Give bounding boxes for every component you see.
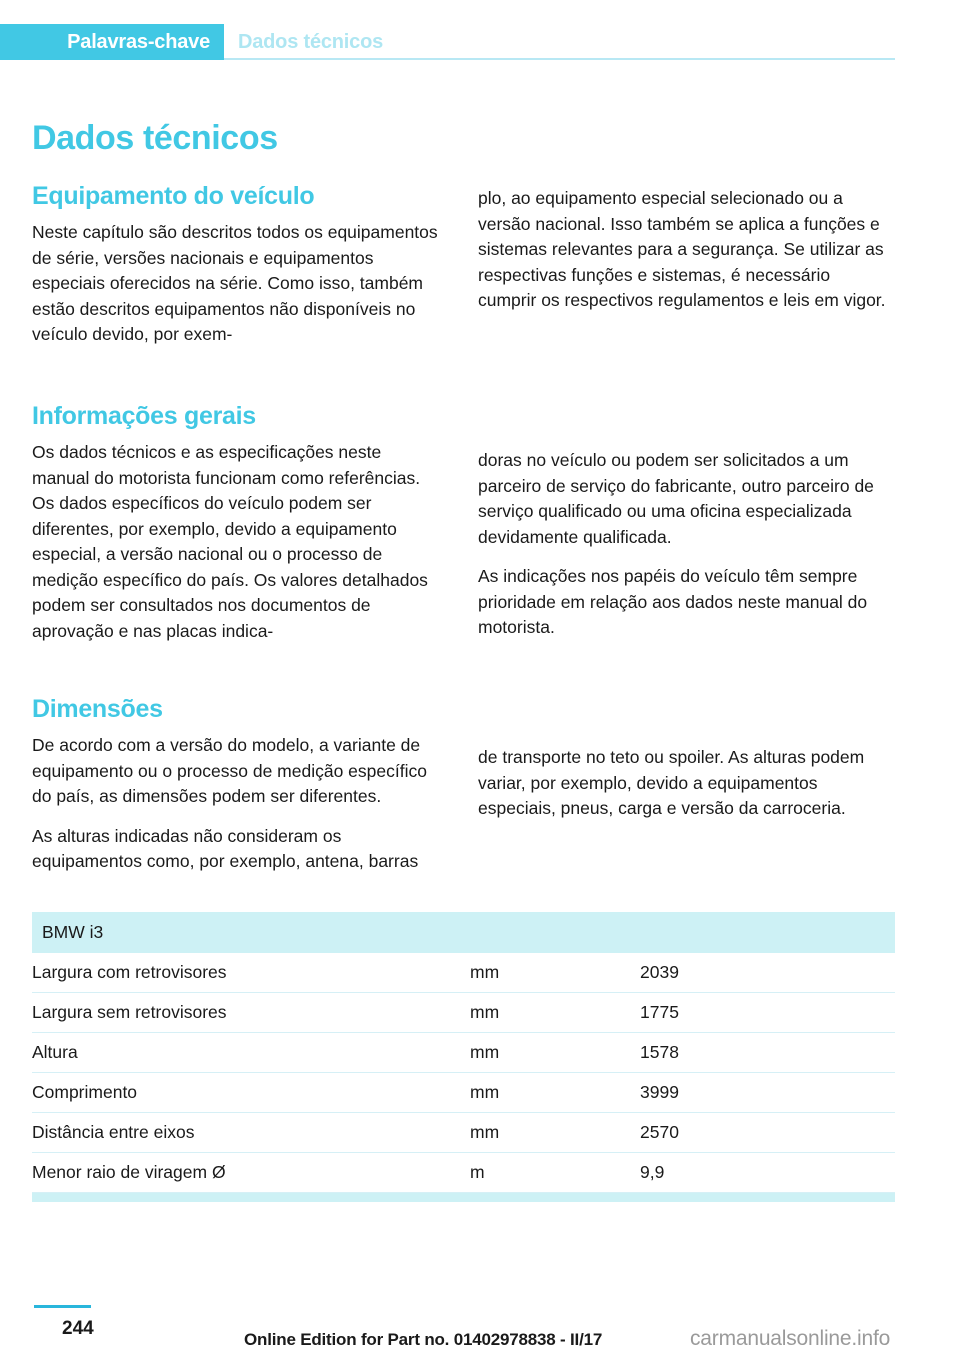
spec-row-unit: mm xyxy=(470,1082,500,1102)
spec-row-value: 2570 xyxy=(640,1122,679,1142)
spec-row-unit: m xyxy=(470,1162,485,1182)
edition-note: Online Edition for Part no. 01402978838 - II/17 xyxy=(244,1330,603,1349)
watermark: carmanualsonline.info xyxy=(690,1327,891,1350)
spec-row-unit: mm xyxy=(470,1122,500,1142)
spec-row-value: 1775 xyxy=(640,1002,679,1022)
tab-palavras-chave-label: Palavras-chave xyxy=(67,30,210,53)
spec-row-name: Comprimento xyxy=(32,1082,138,1102)
header-divider xyxy=(224,58,895,60)
section-informacoes-left xyxy=(32,402,440,644)
spec-row-value: 1578 xyxy=(640,1042,679,1062)
spec-row-name: Largura sem retrovisores xyxy=(32,1002,227,1022)
spec-row-name: Distância entre eixos xyxy=(32,1122,195,1142)
footer-rule xyxy=(34,1305,91,1308)
section-dimensoes-left xyxy=(32,695,440,875)
section-title-equipamento: Equipamento do veículo xyxy=(32,182,315,210)
paragraph: plo, ao equipamento especial selecionado ou a versão nacional. Isso também se aplica a funções e sistemas relevantes para a segurança. Se utilizar as respectivas funções e sistemas, é necessário cumprir os respectivos regulamentos e leis em vigor. xyxy=(478,188,886,310)
paragraph: doras no veículo ou podem ser solicitados a um parceiro de serviço do fabricante, outro parceiro de serviço qualificado ou uma oficina especializada devidamente qualificada. xyxy=(478,450,874,547)
spec-row-unit: mm xyxy=(470,1002,500,1022)
table-row xyxy=(32,1073,895,1113)
section-equipamento-left xyxy=(32,182,440,348)
table-row xyxy=(32,1153,895,1193)
section-dimensoes-right xyxy=(478,745,886,822)
tab-dados-tecnicos-label: Dados técnicos xyxy=(238,30,384,53)
paragraph: As indicações nos papéis do veículo têm sempre prioridade em relação aos dados neste manual do motorista. xyxy=(478,566,868,637)
page-number: 244 xyxy=(62,1318,94,1339)
paragraph: de transporte no teto ou spoiler. As alturas podem variar, por exemplo, devido a equipamentos especiais, pneus, carga e versão da carroceria. xyxy=(478,747,865,818)
paragraph: As alturas indicadas não consideram os equipamentos como, por exemplo, antena, barras xyxy=(32,825,419,871)
tab-palavras-chave[interactable] xyxy=(0,24,224,60)
spec-row-unit: mm xyxy=(470,1042,500,1062)
spec-row-value: 2039 xyxy=(640,962,679,982)
spec-row-unit: mm xyxy=(470,962,500,982)
running-header xyxy=(0,24,960,60)
spec-row-name: Altura xyxy=(32,1042,78,1062)
paragraph: Neste capítulo são descritos todos os equipamentos de série, versões nacionais e equipamentos especiais oferecidos na série. Como isso, também estão descritos equipamentos não disponíveis no veículo devido, por exem- xyxy=(32,222,438,344)
spec-table xyxy=(32,912,895,1202)
section-equipamento-right xyxy=(478,186,886,314)
tab-dados-tecnicos[interactable] xyxy=(238,24,383,60)
spec-table-header-label: BMW i3 xyxy=(32,912,895,953)
section-title-informacoes: Informações gerais xyxy=(32,402,256,430)
spec-row-value: 3999 xyxy=(640,1082,679,1102)
page-title: Dados técnicos xyxy=(32,118,278,157)
spec-row-value: 9,9 xyxy=(640,1162,665,1182)
table-row xyxy=(32,993,895,1033)
spec-row-name: Largura com retrovisores xyxy=(32,962,227,982)
section-title-dimensoes: Dimensões xyxy=(32,695,163,723)
table-row xyxy=(32,1033,895,1073)
table-row xyxy=(32,953,895,993)
spec-table-header-row xyxy=(32,912,895,953)
table-row xyxy=(32,1113,895,1153)
spec-row-name: Menor raio de viragem Ø xyxy=(32,1162,226,1182)
section-informacoes-right xyxy=(478,448,886,641)
spec-table-footer-bar xyxy=(32,1193,895,1203)
paragraph: Os dados técnicos e as especificações neste manual do motorista funcionam como referências. Os dados específicos do veículo podem ser diferentes, por exemplo, devido a equipamento especial, a versão nacional ou o processo de medição específico do país. Os valores detalhados podem ser consultados nos documentos de aprovação e nas placas indica- xyxy=(32,442,428,641)
paragraph: De acordo com a versão do modelo, a variante de equipamento ou o processo de medição específico do país, as dimensões podem ser diferentes. xyxy=(32,735,427,806)
